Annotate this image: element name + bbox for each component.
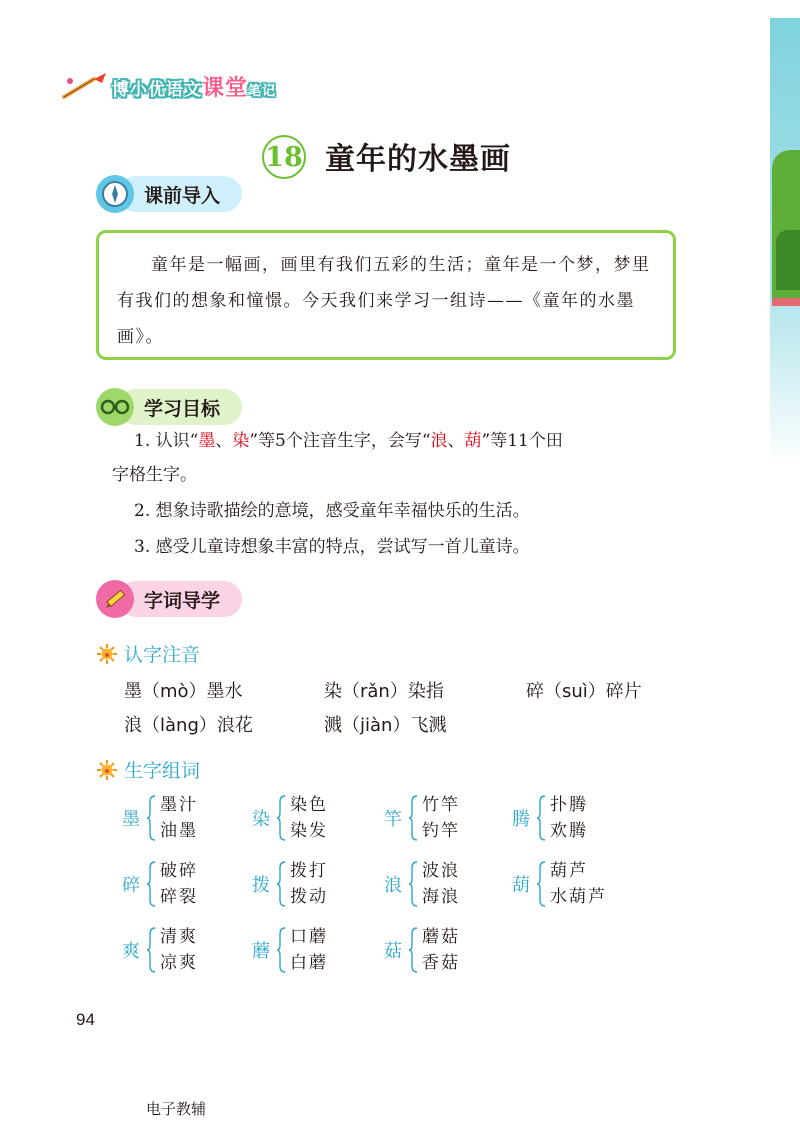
section-label: 字词导学 (118, 581, 242, 617)
brace-icon (146, 794, 156, 842)
goal-2: 2. 想象诗歌描绘的意境，感受童年幸福快乐的生活。 (134, 501, 530, 521)
goal-separator: 、 (447, 431, 465, 451)
pencil-icon (96, 580, 134, 618)
section-header-goals (96, 389, 256, 425)
pinyin-item: 浪（làng）浪花 (124, 715, 253, 736)
brace-icon (276, 794, 286, 842)
subsection-pinyin-header (96, 640, 200, 667)
word-group-word: 墨汁 (160, 795, 198, 815)
word-group-word: 碎裂 (160, 887, 198, 907)
brace-icon (276, 860, 286, 908)
pinyin-item: 溅（jiàn）飞溅 (324, 715, 447, 736)
section-header-vocab (96, 581, 256, 617)
word-group (512, 858, 607, 910)
pinyin-item: 墨（mò）墨水 (124, 681, 243, 702)
brace-icon (408, 794, 418, 842)
word-group-word: 白蘑 (290, 953, 328, 973)
goal-highlight-char: 染 (232, 431, 250, 451)
subsection-title: 生字组词 (124, 760, 201, 782)
word-group-char: 碎 (122, 875, 140, 896)
word-group-char: 竿 (384, 809, 402, 830)
goal-1-text-c: ”等11个田 (481, 431, 563, 451)
word-group (384, 924, 460, 976)
word-group-word: 竹竿 (422, 795, 460, 815)
brand-logo (60, 66, 276, 106)
word-group-char: 墨 (122, 809, 140, 830)
section-label: 课前导入 (118, 176, 242, 212)
word-group (122, 924, 198, 976)
brace-icon (276, 926, 286, 974)
word-group-char: 拨 (252, 875, 270, 896)
word-group-word: 欢腾 (550, 821, 588, 841)
word-group-char: 蘑 (252, 941, 270, 962)
goal-3: 3. 感受儿童诗想象丰富的特点，尝试写一首儿童诗。 (134, 537, 530, 557)
word-group-word: 海浪 (422, 887, 460, 907)
word-group-word: 染发 (290, 821, 328, 841)
goal-1-text-a: 1. 认识“ (134, 431, 199, 451)
lesson-number-badge: 18 (262, 135, 306, 179)
goal-separator: 、 (215, 431, 233, 451)
goal-highlight-char: 葫 (464, 431, 482, 451)
word-group (122, 858, 198, 910)
word-group (252, 792, 328, 844)
brace-icon (408, 860, 418, 908)
goal-1-continued: 字格生字。 (112, 465, 197, 485)
brace-icon (408, 926, 418, 974)
goal-highlight-char: 墨 (198, 431, 216, 451)
word-group-word: 染色 (290, 795, 328, 815)
word-group-char: 染 (252, 809, 270, 830)
word-group-word: 香菇 (422, 953, 460, 973)
word-group-char: 葫 (512, 875, 530, 896)
word-group-word: 钓竿 (422, 821, 460, 841)
brace-icon (536, 860, 546, 908)
edge-hill-decoration-dark (776, 230, 800, 290)
goal-1-text-b: ”等5个注音生字，会写“ (249, 431, 431, 451)
word-group-word: 破碎 (160, 861, 198, 881)
word-group-word: 葫芦 (550, 861, 588, 881)
footer-text: 电子教辅 (146, 1100, 207, 1118)
intro-text: 童年是一幅画，画里有我们五彩的生活；童年是一个梦，梦里有我们的想象和憧憬。今天我们来学习一组诗——《童年的水墨画》。 (117, 255, 651, 347)
page-number: 94 (76, 1010, 95, 1029)
brace-icon (146, 860, 156, 908)
intro-box (96, 230, 676, 360)
word-group (384, 792, 460, 844)
brand-text-highlight: 课堂 (202, 75, 249, 101)
word-group-char: 爽 (122, 941, 140, 962)
goal-highlight-char: 浪 (430, 431, 448, 451)
word-group-word: 凉爽 (160, 953, 198, 973)
section-label: 学习目标 (118, 389, 242, 425)
pinyin-item: 碎（suì）碎片 (526, 681, 642, 702)
brace-icon (536, 794, 546, 842)
sun-icon (96, 643, 118, 665)
word-group (252, 924, 328, 976)
sun-icon (96, 759, 118, 781)
glasses-icon (96, 388, 134, 426)
brace-icon (146, 926, 156, 974)
pinyin-item: 染（rǎn）染指 (324, 681, 444, 702)
compass-icon (96, 175, 134, 213)
word-group-word: 波浪 (422, 861, 460, 881)
word-group-word: 水葫芦 (550, 887, 607, 907)
word-group-word: 扑腾 (550, 795, 588, 815)
brush-icon (60, 71, 112, 101)
goal-1 (134, 424, 563, 458)
section-header-pre-class (96, 176, 256, 212)
word-group-word: 清爽 (160, 927, 198, 947)
word-group (384, 858, 460, 910)
word-group-word: 拨动 (290, 887, 328, 907)
word-group-char: 浪 (384, 875, 402, 896)
word-group-word: 蘑菇 (422, 927, 460, 947)
word-group (252, 858, 328, 910)
word-group (122, 792, 198, 844)
subsection-title: 认字注音 (124, 644, 201, 666)
brand-text-tail: 笔记 (248, 83, 277, 99)
word-group-word: 油墨 (160, 821, 198, 841)
page-title: 童年的水墨画 (325, 142, 511, 177)
edge-red-stripe (772, 298, 800, 306)
word-group-char: 腾 (512, 809, 530, 830)
subsection-words-header (96, 756, 200, 783)
word-group-word: 口蘑 (290, 927, 328, 947)
word-group (512, 792, 588, 844)
brand-text-main: 博小优语文 (112, 79, 202, 100)
word-group-word: 拨打 (290, 861, 328, 881)
word-group-char: 菇 (384, 941, 402, 962)
